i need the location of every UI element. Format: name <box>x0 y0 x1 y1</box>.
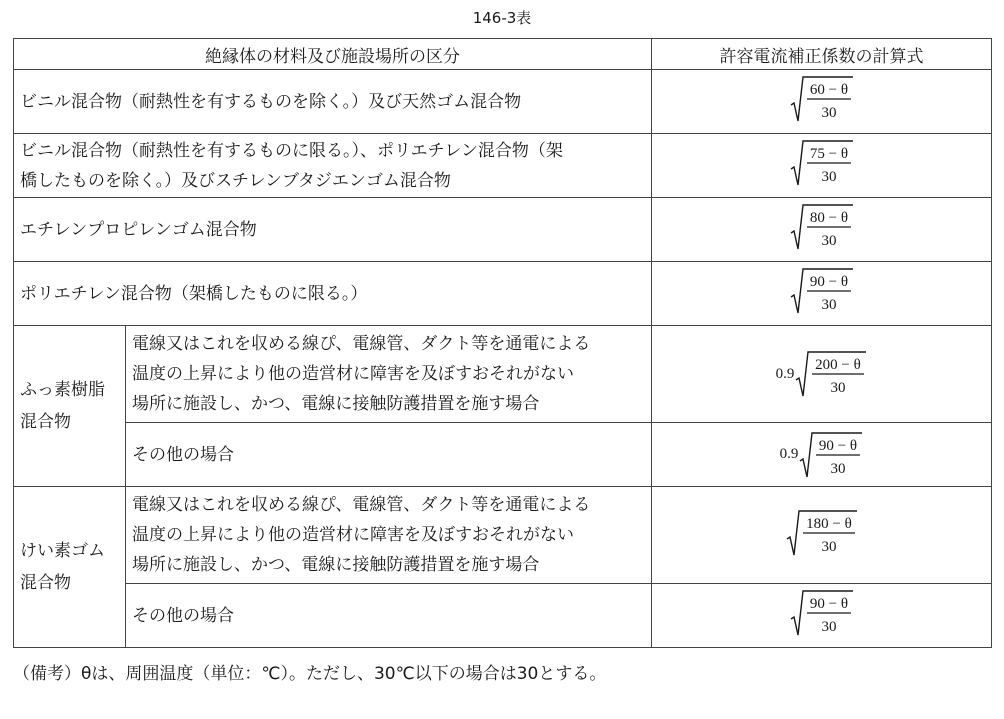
table-row <box>14 70 992 134</box>
formula-numerator: 90 − θ <box>809 596 848 612</box>
formula <box>776 349 868 399</box>
correction-factor-table <box>13 38 992 648</box>
header-row <box>14 39 992 70</box>
table-caption: 146-3表 <box>472 9 532 27</box>
square-root-expression <box>790 138 854 188</box>
table-row <box>14 198 992 262</box>
material-line: ふっ素樹脂 <box>20 380 105 400</box>
formula-cell <box>652 584 992 648</box>
square-root-expression <box>799 430 863 480</box>
formula-denominator: 30 <box>821 233 836 249</box>
formula-denominator: 30 <box>830 460 846 477</box>
formula <box>790 202 854 252</box>
table-row <box>14 423 992 487</box>
formula-cell <box>652 487 992 584</box>
table-row <box>14 326 992 423</box>
row-desc-line: ビニル混合物（耐熱性を有するものに限る。）、ポリエチレン混合物（架 <box>20 140 563 161</box>
condition-line: 温度の上昇により他の造営材に障害を及ぼすおそれがない <box>132 364 574 384</box>
formula-denominator: 30 <box>821 169 836 185</box>
formula-denominator: 30 <box>821 105 836 121</box>
header-category: 絶縁体の材料及び施設場所の区分 <box>14 39 652 70</box>
square-root-expression <box>795 349 867 399</box>
formula-cell <box>652 262 992 326</box>
condition-line: 場所に施設し、かつ、電線に接触防護措置を施す場合 <box>132 394 540 414</box>
formula <box>790 266 854 316</box>
square-root-expression <box>790 266 854 316</box>
formula <box>790 74 854 124</box>
condition-cell: その他の場合 <box>126 423 652 487</box>
formula-numerator: 60 − θ <box>809 82 848 98</box>
formula-cell <box>652 423 992 487</box>
row-desc: ポリエチレン混合物（架橋したものに限る。） <box>14 262 652 326</box>
remarks-note: （備考）θは、周囲温度（単位：℃）。ただし、30℃以下の場合は30とする。 <box>13 664 607 684</box>
table-row <box>14 134 992 198</box>
formula-numerator: 75 − θ <box>809 146 848 162</box>
row-desc: エチレンプロピレンゴム混合物 <box>14 198 652 262</box>
table-row <box>14 262 992 326</box>
condition-cell: その他の場合 <box>126 584 652 648</box>
table-row <box>14 584 992 648</box>
material-line: 混合物 <box>20 412 71 432</box>
formula <box>780 430 864 480</box>
formula-cell <box>652 326 992 423</box>
formula-cell <box>652 70 992 134</box>
formula <box>790 138 854 188</box>
square-root-expression <box>790 74 854 124</box>
square-root-expression <box>790 202 854 252</box>
condition-line: 場所に施設し、かつ、電線に接触防護措置を施す場合 <box>132 555 540 575</box>
row-desc <box>14 134 652 198</box>
table-row <box>14 487 992 584</box>
formula <box>786 508 858 558</box>
condition-line: 電線又はこれを収める線ぴ、電線管、ダクト等を通電による <box>132 495 591 515</box>
formula-numerator: 200 − θ <box>815 357 862 373</box>
formula-denominator: 30 <box>821 538 836 555</box>
material-line: 混合物 <box>20 573 71 593</box>
formula-numerator: 90 − θ <box>819 437 858 454</box>
condition-cell <box>126 326 652 423</box>
condition-cell <box>126 487 652 584</box>
square-root-expression <box>790 588 854 638</box>
material-label <box>14 326 126 487</box>
formula-cell <box>652 134 992 198</box>
condition-line: 温度の上昇により他の造営材に障害を及ぼすおそれがない <box>132 525 574 545</box>
formula-numerator: 80 − θ <box>809 210 848 226</box>
row-desc: ビニル混合物（耐熱性を有するものを除く。）及び天然ゴム混合物 <box>14 70 652 134</box>
header-formula: 許容電流補正係数の計算式 <box>652 39 992 70</box>
formula-denominator: 30 <box>821 619 836 635</box>
formula-numerator: 90 − θ <box>809 274 848 290</box>
row-desc-line: 橋したものを除く。）及びスチレンブタジエンゴム混合物 <box>20 170 451 191</box>
material-label <box>14 487 126 648</box>
formula <box>790 588 854 638</box>
square-root-expression <box>786 508 858 558</box>
condition-line: 電線又はこれを収める線ぴ、電線管、ダクト等を通電による <box>132 334 591 354</box>
formula-coefficient: 0.9 <box>775 365 795 382</box>
formula-denominator: 30 <box>830 380 846 396</box>
formula-cell <box>652 198 992 262</box>
formula-numerator: 180 − θ <box>805 515 852 532</box>
material-line: けい素ゴム <box>20 541 105 561</box>
formula-denominator: 30 <box>821 297 836 313</box>
formula-coefficient: 0.9 <box>779 446 799 462</box>
